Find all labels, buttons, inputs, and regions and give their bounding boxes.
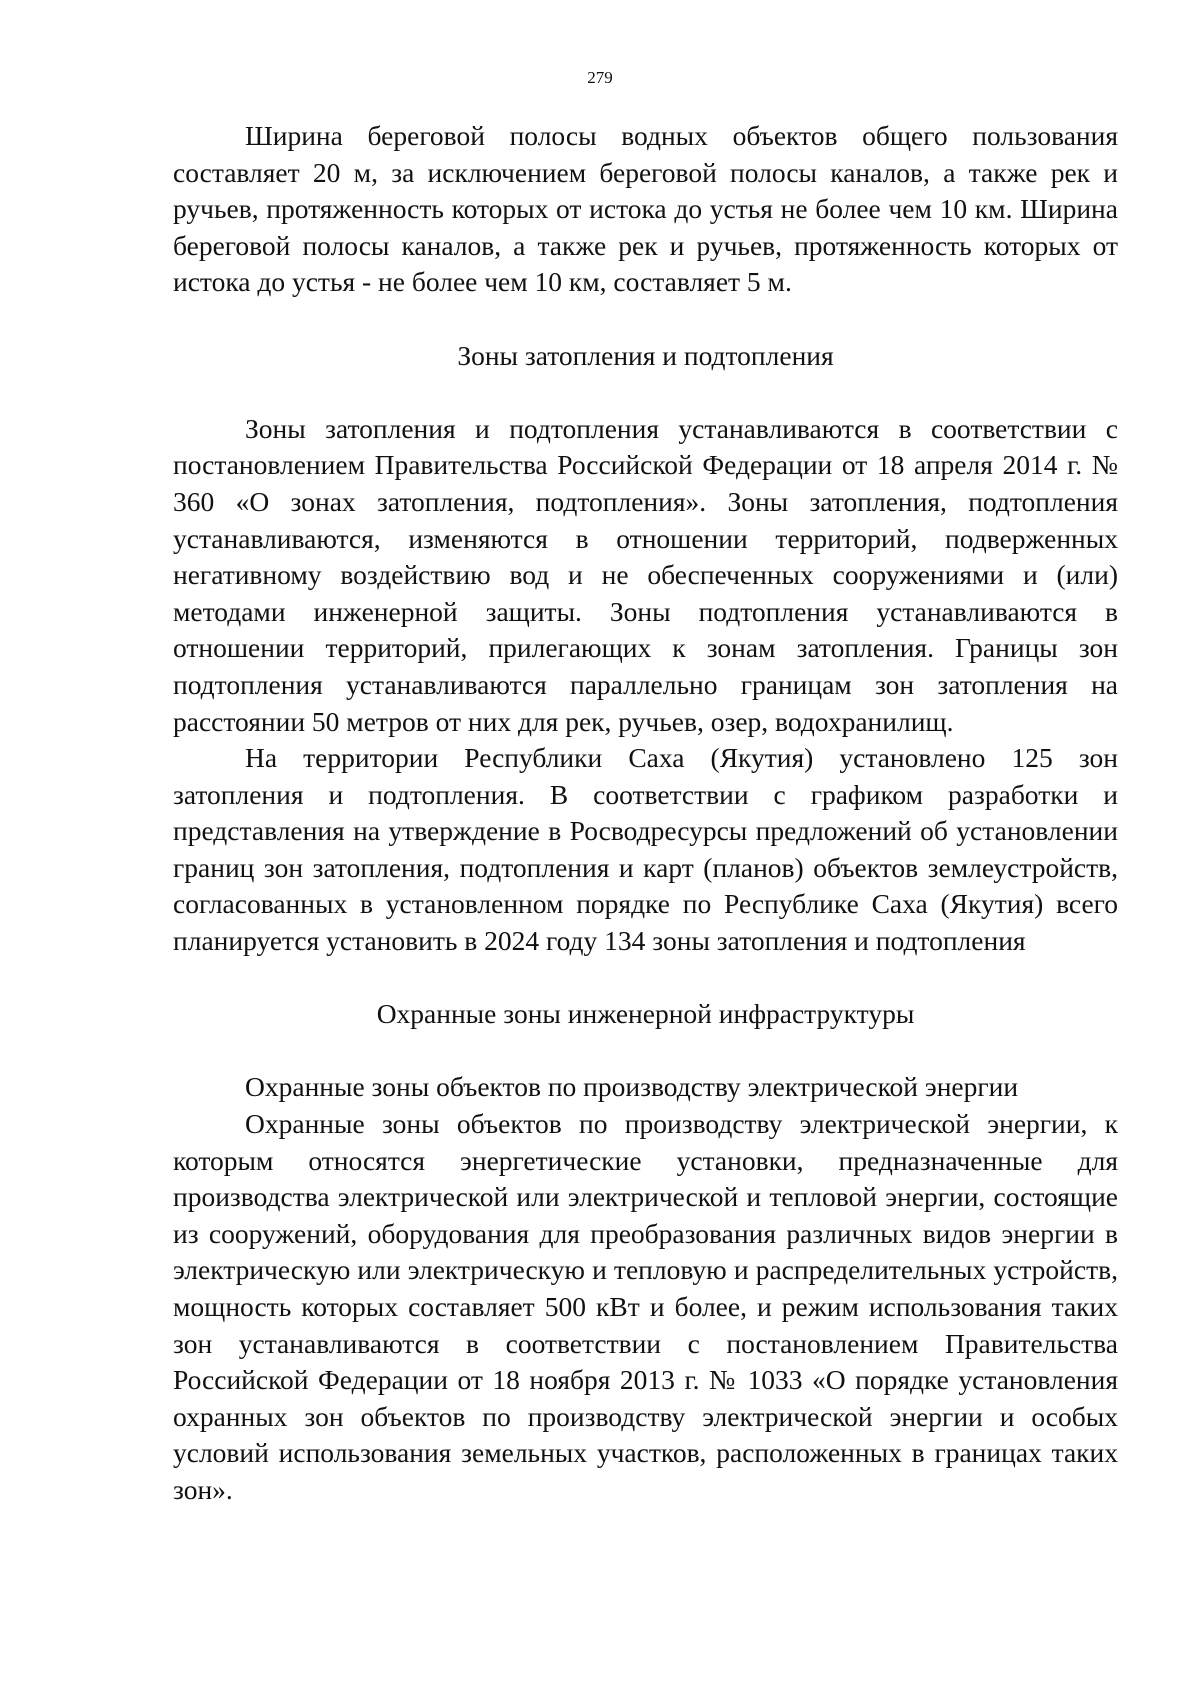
spacer [173, 301, 1118, 338]
spacer [173, 374, 1118, 411]
subheading-power-generation-zones: Охранные зоны объектов по производству электрической энергии [245, 1071, 1019, 1103]
paragraph-flood-zones-regulation: Зоны затопления и подтопления устанавливаются в соответствии с постановлением Правительства Российской Федерации от 18 апреля 2014 г. № 360 «О зонах затопления, подтопления». Зоны затопления, подтопления устанавливаются, изменяются в отношении территорий, подверженных негативному воздействию вод и не обеспеченных сооружениями и (или) методами инженерной защиты. Зоны подтопления устанавливаются в отношении территорий, прилегающих к зонам затопления. Границы зон подтопления устанавливаются параллельно границам зон затопления на расстоянии 50 метров от них для рек, ручьев, озер, водохранилищ. [173, 412, 1118, 737]
paragraph-power-generation-zones: Охранные зоны объектов по производству электрической энергии, к которым относятся энергетические установки, предназначенные для производства электрической или электрической и тепловой энергии, состоящие из сооружений, оборудования для преобразования различных видов энергии в электрическую или электрическую и тепловую и распределительных устройств, мощность которых составляет 500 кВт и более, и режим использования таких зон устанавливаются в соответствии с постановлением Правительства Российской Федерации от 18 ноября 2013 г. № 1033 «О порядке установления охранных зон объектов по производству электрической энергии и особых условий использования земельных участков, расположенных в границах таких зон». [173, 1108, 1118, 1505]
paragraph-shoreline-width: Ширина береговой полосы водных объектов общего пользования составляет 20 м, за исключением береговой полосы каналов, а также рек и ручьев, протяженность которых от истока до устья не более чем 10 км. Ширина береговой полосы каналов, а также рек и ручьев, протяженность которых от истока до устья - не более чем 10 км, составляет 5 м. [173, 120, 1118, 298]
heading-flood-zones: Зоны затопления и подтопления [457, 339, 834, 371]
paragraph-flood-zones-yakutia: На территории Республики Саха (Якутия) установлено 125 зон затопления и подтопления. В соответствии с графиком разработки и представления на утверждение в Росводресурсы предложений об установлении границ зон затопления, подтопления и карт (планов) объектов землеустройств, согласованных в установленном порядке по Республике Саха (Якутия) всего планируется установить в 2024 году 134 зоны затопления и подтопления [173, 742, 1118, 957]
document-body [173, 118, 1118, 1509]
page-number: 279 [587, 68, 613, 87]
heading-infrastructure-zones: Охранные зоны инженерной инфраструктуры [376, 998, 915, 1030]
spacer [173, 1033, 1118, 1070]
spacer [173, 960, 1118, 997]
